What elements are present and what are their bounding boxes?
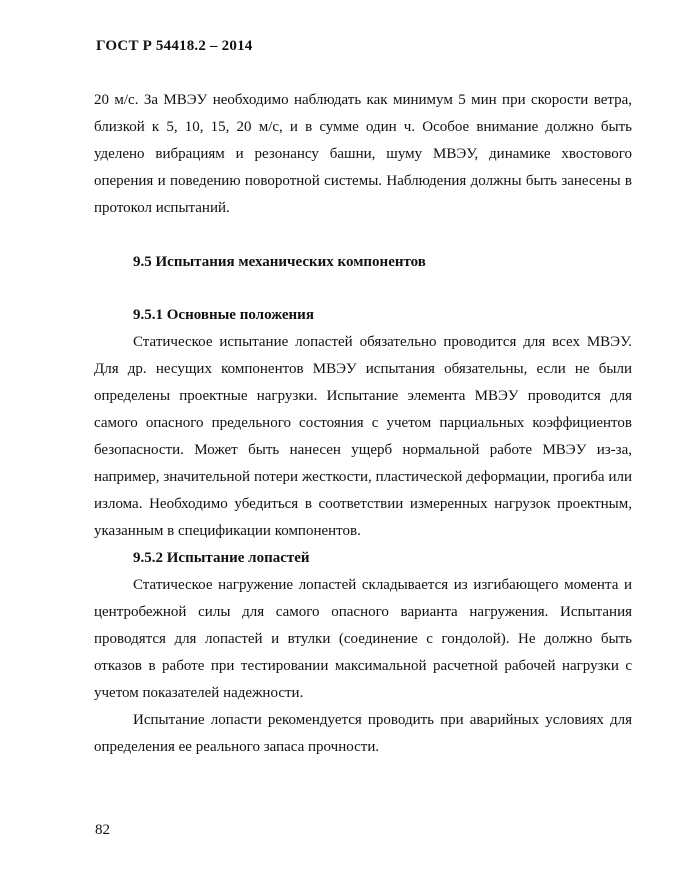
page-number: 82 bbox=[95, 822, 110, 838]
section-9-5-1-paragraph: Статическое испытание лопастей обязательно проводится для всех МВЭУ. Для др. несущих компонентов МВЭУ испытания обязательны, если не были определены проектные нагрузки. Испытание элемента МВЭУ проводится для самого опасного предельного состояния с учетом парциальных коэффициентов безопасности. Может быть нанесен ущерб нормальной работе МВЭУ из-за, например, значительной потери жесткости, пластической деформации, прогиба или излома. Необходимо убедиться в соответствии измеренных нагрузок проектным, указанным в спецификации компонентов. bbox=[94, 334, 632, 539]
section-9-5-2-paragraph-2: Испытание лопасти рекомендуется проводить при аварийных условиях для определения ее реального запаса прочности. bbox=[94, 712, 632, 755]
section-heading-9-5-2: 9.5.2 Испытание лопастей bbox=[133, 550, 310, 566]
section-heading-9-5: 9.5 Испытания механических компонентов bbox=[133, 254, 426, 270]
section-heading-9-5-1: 9.5.1 Основные положения bbox=[133, 307, 314, 323]
intro-paragraph: 20 м/с. За МВЭУ необходимо наблюдать как минимум 5 мин при скорости ветра, близкой к 5, 10, 15, 20 м/с, и в сумме один ч. Особое внимание должно быть уделено вибрациям и резонансу башни, шуму МВЭУ, динамике хвостового оперения и поведению поворотной системы. Наблюдения должны быть занесены в протокол испытаний. bbox=[94, 92, 632, 216]
document-header: ГОСТ Р 54418.2 – 2014 bbox=[96, 38, 253, 54]
section-9-5-2-paragraph-1: Статическое нагружение лопастей складывается из изгибающего момента и центробежной силы для самого опасного варианта нагружения. Испытания проводятся для лопастей и втулки (соединение с гондолой). Не должно быть отказов в работе при тестировании максимальной расчетной рабочей нагрузки с учетом показателей надежности. bbox=[94, 577, 632, 701]
document-body bbox=[94, 87, 632, 761]
